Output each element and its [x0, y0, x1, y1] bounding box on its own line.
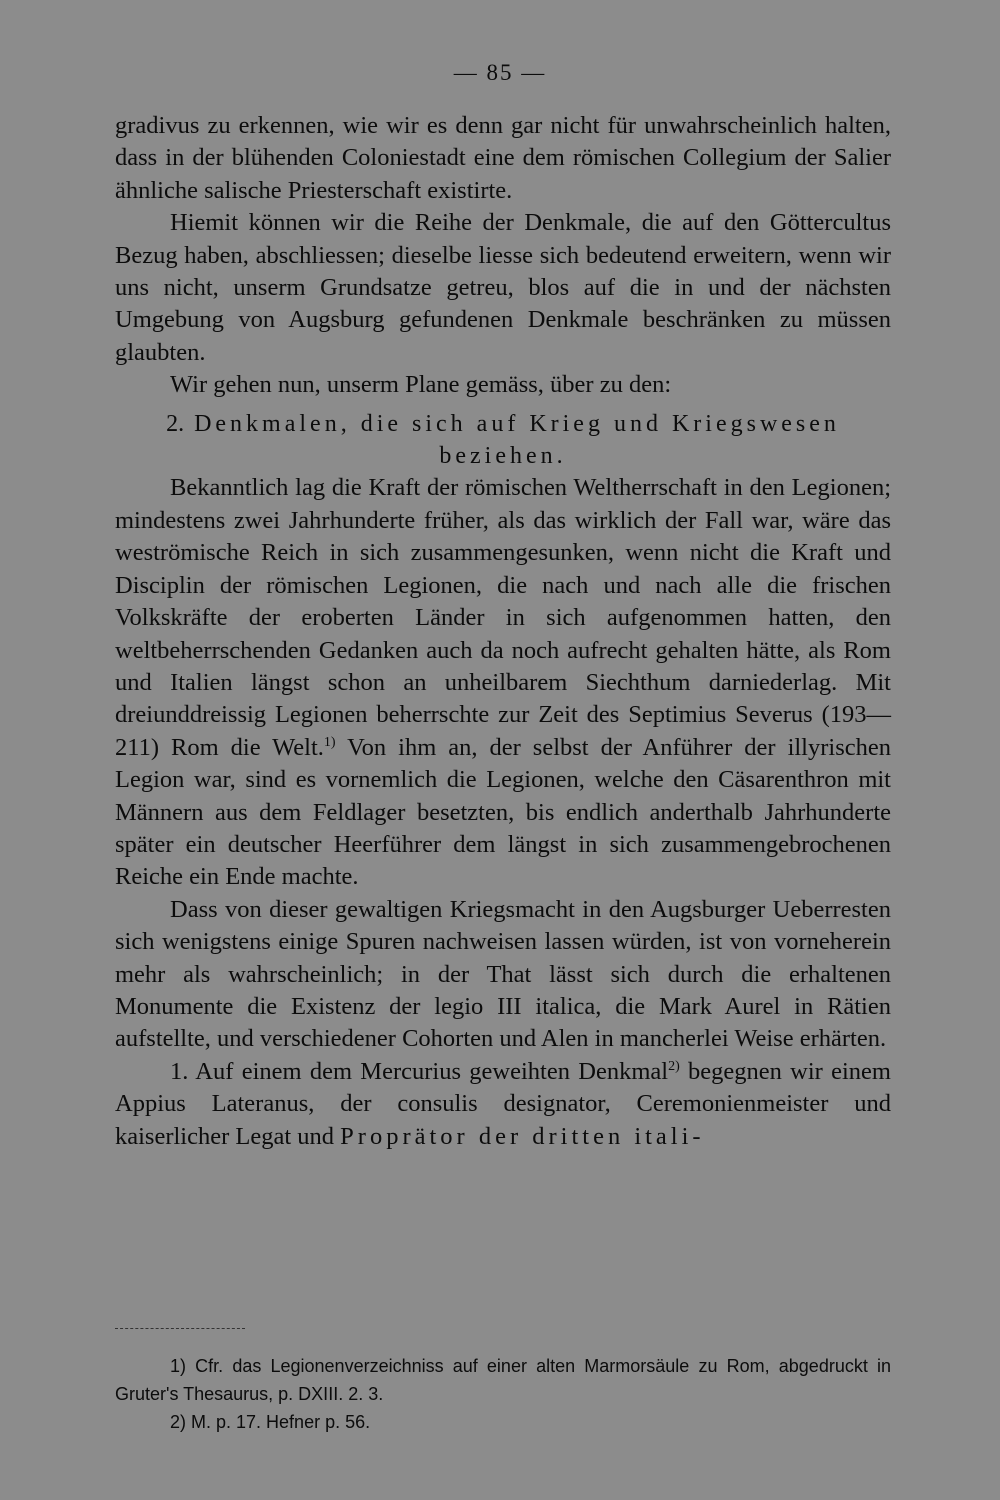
footnote-1-text: Cfr. das Legionenverzeichniss auf einer alten Marmorsäule zu Rom, abgedruckt in Gruter's Thesaurus, p. DXIII. 2. 3.: [115, 1356, 891, 1404]
section-title: Denkmalen, die sich auf Krieg und Kriegswesen beziehen.: [194, 410, 840, 470]
footnote-1-marker: 1): [170, 1356, 187, 1376]
paragraph-mercurius: [115, 1056, 891, 1153]
section-number: 2.: [166, 410, 185, 437]
paragraph-gradivus: gradivus zu erkennen, wie wir es denn gar nicht für unwahrscheinlich halten, dass in der blühenden Coloniestadt eine dem römischen Collegium der Salier ähnliche salische Priesterschaft existirte.: [115, 112, 891, 204]
paragraph-mercurius-text-a: 1. Auf einem dem Mercurius geweihten Denkmal: [170, 1057, 669, 1085]
paragraph-mercurius-text-b: begegnen wir einem Appius Lateranus, der consulis designator, Ceremonienmeister und kaiserlicher Legat und: [115, 1057, 891, 1150]
section-heading: [115, 408, 891, 473]
paragraph-bekanntlich-text-a: Bekanntlich lag die Kraft der römischen Weltherrschaft in den Legionen; mindestens zwei Jahrhunderte früher, als das wirklich der Fall war, wäre das weströmische Reich in sich zusammengesunken, wenn nicht die Kraft und Disciplin der römischen Legionen, die nach und nach alle die frischen Volkskräfte der eroberten Länder in sich aufgenommen hatten, den weltbeherrschenden Gedanken auch da noch aufrecht gehalten hätte, als Rom und Italien längst schon an unheilbarem Siechthum darniederlag. Mit dreiunddreissig Legionen beherrschte zur Zeit des Septimius Severus (193—211) Rom die Welt.: [115, 474, 891, 761]
main-text: [115, 110, 891, 1153]
footnote-1: [115, 1352, 891, 1408]
paragraph-dass: Dass von dieser gewaltigen Kriegsmacht in den Augsburger Ueberresten sich wenigstens einige Spuren nachweisen lassen würden, ist von vorneherein mehr als wahrscheinlich; in der That lässt sich durch die erhaltenen Monumente die Existenz der legio III italica, die Mark Aurel in Rätien aufstellte, und verschiedener Cohorten und Alen in mancherlei Weise erhärten.: [115, 895, 891, 1053]
footnote-2-marker: 2): [170, 1412, 187, 1432]
footnote-ref-1: 1): [323, 734, 336, 750]
page-number: — 85 —: [453, 60, 547, 85]
paragraph-bekanntlich: [115, 472, 891, 893]
paragraph-mercurius-spaced: Proprätor der dritten itali-: [340, 1122, 705, 1150]
paragraph-bekanntlich-text-b: Von ihm an, der selbst der Anführer der illyrischen Legion war, sind es vornemlich die Legionen, welche den Cäsarenthron mit Männern aus dem Feldlager besetzten, bis endlich anderthalb Jahrhunderte später ein deutscher Heerführer dem längst in sich zusammengebrochenen Reiche ein Ende machte.: [115, 733, 891, 891]
footnote-divider: [115, 1328, 245, 1329]
paragraph-hiemit: Hiemit können wir die Reihe der Denkmale, die auf den Göttercultus Bezug haben, abschliessen; dieselbe liesse sich bedeutend erweitern, wenn wir uns nicht, unserm Grundsatze getreu, blos auf die in und der nächsten Umgebung von Augsburg gefundenen Denkmale beschränken zu müssen glaubten.: [115, 209, 891, 366]
footnote-ref-2: 2): [668, 1058, 680, 1074]
footnote-2-text: M. p. 17. Hefner p. 56.: [186, 1412, 371, 1432]
footnote-2: [115, 1408, 891, 1436]
paragraph-wir-gehen: Wir gehen nun, unserm Plane gemäss, über zu den:: [170, 371, 672, 399]
footnotes: [115, 1352, 891, 1436]
